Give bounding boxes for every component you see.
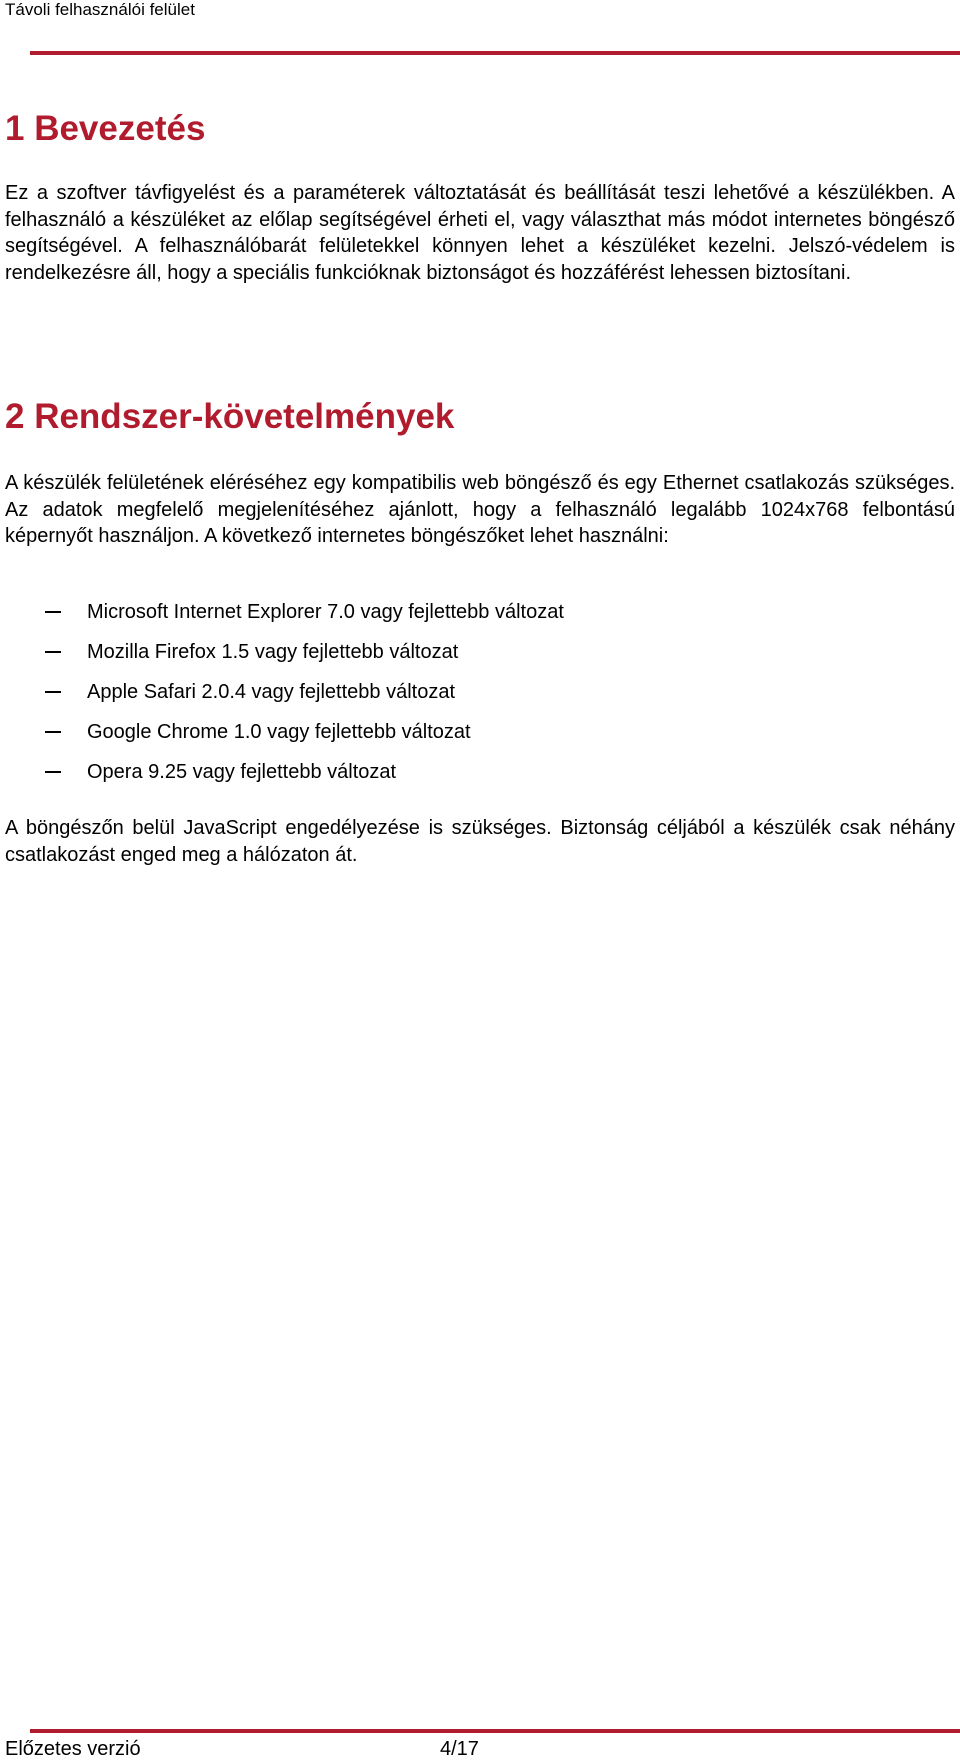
dash-bullet-icon [45, 771, 61, 773]
dash-bullet-icon [45, 651, 61, 653]
requirements-paragraph: A készülék felületének eléréséhez egy kompatibilis web böngésző és egy Ethernet csatlakozás szükséges. Az adatok megfelelő megjelenítéséhez ajánlott, hogy a felhasználó legalább 1024x768 felbontású képernyőt használjon. A következő internetes böngészőket lehet használni: [5, 472, 955, 547]
list-item-text: Apple Safari 2.0.4 vagy fejlettebb változat [87, 681, 456, 703]
list-item-text: Opera 9.25 vagy fejlettebb változat [87, 761, 397, 783]
dash-bullet-icon [45, 691, 61, 693]
document-header-title: Távoli felhasználói felület [5, 0, 195, 19]
list-item-text: Microsoft Internet Explorer 7.0 vagy fejlettebb változat [87, 601, 564, 623]
dash-bullet-icon [45, 731, 61, 733]
list-item-text: Mozilla Firefox 1.5 vagy fejlettebb változat [87, 641, 459, 663]
introduction-paragraph: Ez a szoftver távfigyelést és a paraméterek változtatását és beállítását teszi lehetővé a készülékben. A felhasználó a készüléket az előlap segítségével érheti el, vagy választhat más módot internetes böngésző segítségével. A felhasználóbarát felületekkel könnyen lehet a készüléket kezelni. Jelszó-védelem is rendelkezésre áll, hogy a speciális funkcióknak biztonságot és hozzáférést lehessen biztosítani. [5, 182, 955, 284]
footer-divider [30, 1729, 960, 1733]
section-heading-requirements: 2 Rendszer-követelmények [5, 397, 455, 436]
header-divider [30, 51, 960, 55]
list-item-text: Google Chrome 1.0 vagy fejlettebb változat [87, 721, 471, 743]
section-heading-introduction: 1 Bevezetés [5, 109, 206, 148]
dash-bullet-icon [45, 611, 61, 613]
requirements-closing-paragraph: A böngészőn belül JavaScript engedélyezése is szükséges. Biztonság céljából a készülék csak néhány csatlakozást enged meg a hálózaton át. [5, 817, 955, 866]
footer-version-label: Előzetes verzió [5, 1738, 141, 1760]
footer-page-number: 4/17 [440, 1738, 479, 1760]
